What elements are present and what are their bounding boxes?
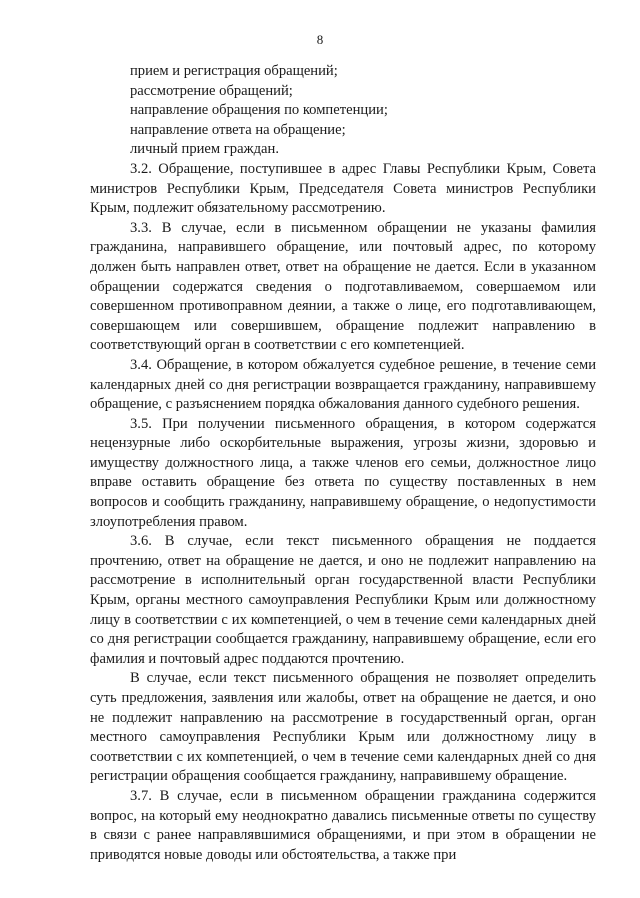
list-item: прием и регистрация обращений;: [130, 63, 338, 79]
paragraph-3-4: 3.4. Обращение, в котором обжалуется судебное решение, в течение семи календарных дней со дня регистрации возвращается гражданину, направившему обращение, с разъяснением порядка обжалования данного судебного решения.: [90, 356, 596, 413]
list-item: личный прием граждан.: [130, 141, 279, 158]
paragraph-3-7: 3.7. В случае, если в письменном обращении гражданина содержится вопрос, на который ему неоднократно давались письменные ответы по существу в связи с ранее направлявшимися обращениями, и при этом в обращении не приводятся новые доводы или обстоятельства, а также при: [90, 787, 596, 863]
paragraph-3-3: 3.3. В случае, если в письменном обращении не указаны фамилия гражданина, направившего обращение, или почтовый адрес, по которому должен быть направлен ответ, ответ на обращение не дается. Если в указанном обращении содержатся сведения о подготавливаемом, совершаемом или совершенном противоправном деянии, а также о лице, его подготавливающем, совершающем или совершившем, обращение подлежит направлению в соответствующий орган в соответствии с его компетенцией.: [90, 219, 596, 354]
list-item: рассмотрение обращений;: [130, 82, 293, 99]
page-number: 8: [316, 32, 324, 47]
paragraph-3-6: 3.6. В случае, если текст письменного обращения не поддается прочтению, ответ на обращение не дается, и оно не подлежит направлению на рассмотрение в исполнительный орган государственной власти Республики Крым, органы местного самоуправления Республики Крым или должностному лицу в соответствии с их компетенцией, о чем в течение семи календарных дней со дня регистрации сообщается гражданину, направившему обращение, если его фамилия и почтовый адрес поддаются прочтению.: [90, 533, 596, 667]
document-body: [90, 62, 596, 865]
paragraph-3-5: 3.5. При получении письменного обращения, в котором содержатся нецензурные либо оскорбительные выражения, угрозы жизни, здоровью и имуществу должностного лица, а также членов его семьи, должностное лицо вправе оставить обращение без ответа по существу поставленных в нем вопросов и сообщить гражданину, направившему обращение, о недопустимости злоупотребления правом.: [90, 415, 596, 530]
paragraph-3-6-continued: В случае, если текст письменного обращения не позволяет определить суть предложения, заявления или жалобы, ответ на обращение не дается, и оно не подлежит направлению на рассмотрение в государственный орган, орган местного самоуправления Республики Крым или должностному лицу в соответствии с их компетенцией, о чем в течение семи календарных дней со дня регистрации обращения сообщается гражданину, направившему обращение.: [90, 670, 596, 785]
list-item: направление обращения по компетенции;: [130, 102, 388, 119]
paragraph-3-2: 3.2. Обращение, поступившее в адрес Главы Республики Крым, Совета министров Республики Крым, Председателя Совета министров Республики Крым, подлежит обязательному рассмотрению.: [90, 160, 596, 217]
list-item: направление ответа на обращение;: [130, 121, 346, 138]
responsibility-list: [90, 62, 596, 160]
